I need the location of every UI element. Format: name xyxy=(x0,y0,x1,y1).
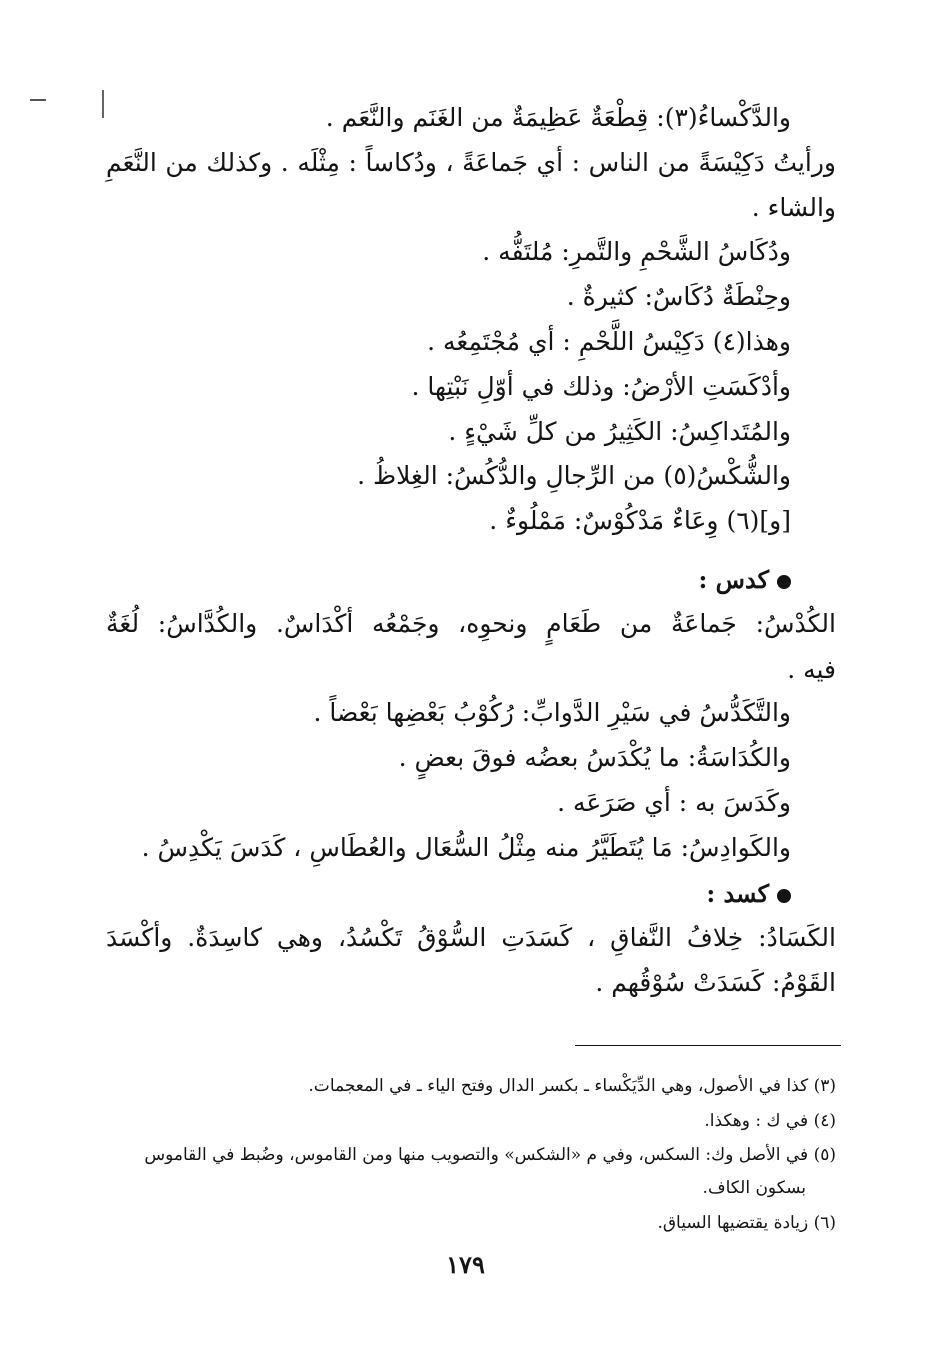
text-line: الكُدْسُ: جَماعَةٌ من طَعَامٍ ونحوِه، وجَمْعُه أكْدَاسٌ. والكُدَّاسُ: لُغَةٌ xyxy=(106,609,836,638)
entry-heading-label: كسد : xyxy=(706,879,769,908)
footnote: (٤) في ك : وهكذا. xyxy=(704,1111,836,1131)
bullet-icon xyxy=(777,889,791,903)
text-line: وحِنْطَةٌ دُكَاسٌ: كثيرةٌ . xyxy=(566,282,791,311)
page-number: ١٧٩ xyxy=(446,1250,485,1279)
text-line: ودُكَاسُ الشَّحْمِ والتَّمرِ: مُلتَفُّه . xyxy=(482,237,791,266)
text-line: والشُّكْسُ(٥) من الرِّجالِ والدُّكُسُ: الغِلاظُ . xyxy=(357,461,791,490)
footnote: (٦) زيادة يقتضيها السياق. xyxy=(657,1213,836,1233)
bullet-icon xyxy=(777,575,791,589)
text-line: والكَوادِسُ: مَا يُتَطَيَّرُ منه مِثْلُ السُّعَال والعُطَاسِ ، كَدَسَ يَكْدِسُ . xyxy=(141,833,791,862)
text-line: وكَدَسَ به : أي صَرَعَه . xyxy=(557,788,791,817)
text-line: والدَّكْساءُ(٣): قِطْعَةٌ عَظِيمَةٌ من الغَنَم والنَّعَم . xyxy=(325,103,791,132)
text-line: القَوْمُ: كَسَدَتْ سُوْقُهم . xyxy=(595,968,836,997)
text-line: والمُتَداكِسُ: الكَثِيرُ من كلِّ شَيْءٍ . xyxy=(448,417,791,446)
text-line: والكُدَاسَةُ: ما يُكْدَسُ بعضُه فوقَ بعضٍ . xyxy=(398,743,791,772)
footnote-rule xyxy=(575,1045,841,1046)
text-line: وأدْكَسَتِ الأرْضُ: وذلك في أوّلِ نَبْتِها . xyxy=(411,372,791,401)
footnote: (٣) كذا في الأصول، وهي الدِّيَكْساء ـ بكسر الدال وفتح الياء ـ في المعجمات. xyxy=(308,1076,836,1096)
footnote: (٥) في الأصل وك: السكس، وفي م «الشكس» والتصويب منها ومن القاموس، وضُبط في القاموس xyxy=(144,1145,836,1165)
footnote: بسكون الكاف. xyxy=(702,1178,806,1198)
text-line: ورأيتُ دَكِيْسَةً من الناس : أي جَماعَةً ، ودُكاساً : مِثْلَه . وكذلك من النَّعَمِ xyxy=(106,148,836,177)
text-line: فيه . xyxy=(787,655,836,684)
entry-heading xyxy=(706,874,791,914)
text-line: [و](٦) وِعَاءٌ مَدْكُوْسٌ: مَمْلُوءٌ . xyxy=(489,506,791,535)
text-line: والشاء . xyxy=(751,193,836,222)
text-line: الكَسَادُ: خِلافُ النَّفاقِ ، كَسَدَتِ السُّوْقُ تَكْسُدُ، وهي كاسِدَةٌ. وأكْسَدَ xyxy=(106,923,836,952)
scan-mark-bar xyxy=(102,90,104,118)
entry-heading-label: كدس : xyxy=(698,565,769,594)
text-line: والتَّكَدُّسُ في سَيْرِ الدَّوابِّ: رُكُوْبُ بَعْضِها بَعْضاً . xyxy=(313,698,791,727)
entry-heading xyxy=(698,560,791,600)
scan-mark xyxy=(30,99,46,101)
text-line: وهذا(٤) دَكِيْسُ اللَّحْمِ : أي مُجْتَمِعُه . xyxy=(427,327,791,356)
